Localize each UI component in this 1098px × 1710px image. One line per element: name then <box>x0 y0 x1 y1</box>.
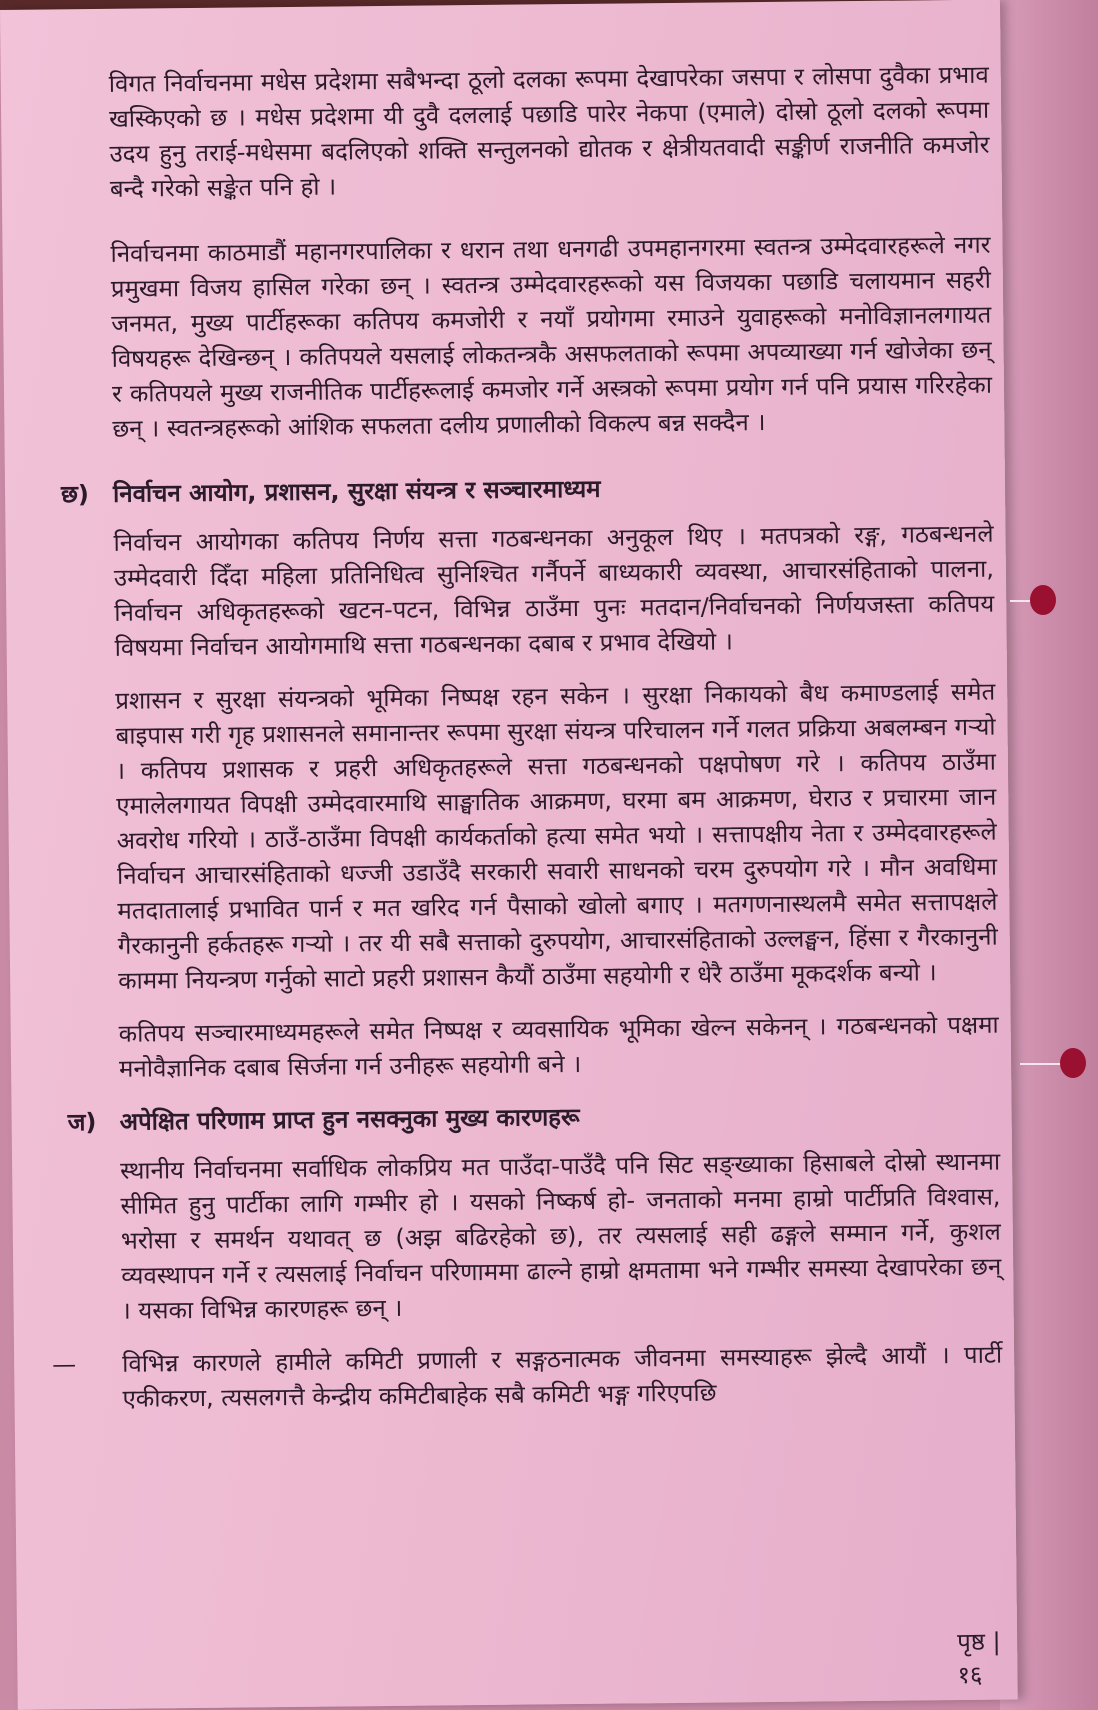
section-title-cha: निर्वाचन आयोग, प्रशासन, सुरक्षा संयन्त्र र सञ्चारमाध्यम <box>112 474 601 508</box>
page-number: पृष्ठ | १६ <box>956 1627 1001 1690</box>
section-heading-cha <box>60 468 993 512</box>
bookmark-tag-bottom <box>1060 1048 1086 1078</box>
page-content <box>52 58 1003 1417</box>
section-label-ja: ज) <box>67 1108 97 1137</box>
section-title-ja: अपेक्षित परिणाम प्राप्त हुन नसक्नुका मुख्य कारणहरू <box>119 1102 580 1136</box>
paragraph-media: कतिपय सञ्चारमाध्यमहरूले समेत निष्पक्ष र व्यवसायिक भूमिका खेल्न सकेनन् । गठबन्धनको पक्षमा मनोवैज्ञानिक दबाब सिर्जना गर्न उनीहरू सहयोगी बने । <box>118 1010 999 1083</box>
dash-list-item <box>52 1338 1003 1417</box>
dash-item-text: विभिन्न कारणले हामीले कमिटी प्रणाली र सङ्गठनात्मक जीवनमा समस्याहरू झेल्दै आयौं । पार्टी एकीकरण, त्यसलगत्तै केन्द्रीय कमिटीबाहेक सबै कमिटी भङ्ग गरिएपछि <box>122 1340 1003 1413</box>
paragraph-election-commission: निर्वाचन आयोगका कतिपय निर्णय सत्ता गठबन्धनका अनुकूल थिए । मतपत्रको रङ्ग, गठबन्धनले उम्मेदवारी दिँदा महिला प्रतिनिधित्व सुनिश्चित गर्नैपर्ने बाध्यकारी व्यवस्था, आचारसंहिताको पालना, निर्वाचन अधिकृतहरूको खटन-पटन, विभिन्न ठाउँमा पुनः मतदान/निर्वाचनको निर्णयजस्ता कतिपय विषयमा निर्वाचन आयोगमाथि सत्ता गठबन्धनका दबाब र प्रभाव देखियो । <box>113 519 995 662</box>
paragraph-administration-security: प्रशासन र सुरक्षा संयन्त्रको भूमिका निष्पक्ष रहन सकेन । सुरक्षा निकायको बैध कमाण्डलाई समेत बाइपास गरी गृह प्रशासनले समानान्तर रूपमा सुरक्षा संयन्त्र परिचालन गर्ने गलत प्रक्रिया अबलम्बन गऱ्यो । कतिपय प्रशासक र प्रहरी अधिकृतहरूले सत्ता गठबन्धनको पक्षपोषण गरे । कतिपय ठाउँमा एमालेलगायत विपक्षी उम्मेदवारमाथि साङ्घातिक आक्रमण, घरमा बम आक्रमण, घेराउ र प्रचारमा जान अवरोध गरियो । ठाउँ-ठाउँमा विपक्षी कार्यकर्ताको हत्या समेत भयो । सत्तापक्षीय नेता र उम्मेदवारहरूले निर्वाचन आचारसंहिताको धज्जी उडाउँदै सरकारी सवारी साधनको चरम दुरुपयोग गरे । मौन अवधिमा मतदातालाई प्रभावित पार्न र मत खरिद गर्न पैसाको खोलो बगाए । मतगणनास्थलमै समेत सत्तापक्षले गैरकानुनी हर्कतहरू गऱ्यो । तर यी सबै सत्ताको दुरुपयोग, आचारसंहिताको उल्लङ्घन, हिंसा र गैरकानुनी काममा नियन्त्रण गर्नुको साटो प्रहरी प्रशासन कैयौं ठाउँमा सहयोगी र धेरै ठाउँमा मूकदर्शक बन्यो । <box>115 677 998 995</box>
dash-bullet: — <box>52 1350 77 1379</box>
bookmark-tag-top <box>1030 585 1056 615</box>
section-heading-ja <box>67 1096 999 1140</box>
paragraph-expected-results: स्थानीय निर्वाचनमा सर्वाधिक लोकप्रिय मत पाउँदा-पाउँदै पनि सिट सङ्ख्याका हिसाबले दोस्रो स्थानमा सीमित हुनु पार्टीका लागि गम्भीर हो । यसको निष्कर्ष हो- जनताको मनमा हाम्रो पार्टीप्रति विश्वास, भरोसा र समर्थन यथावत् छ (अझ बढिरहेको छ), तर त्यसलाई सही ढङ्गले सम्मान गर्ने, कुशल व्यवस्थापन गर्ने र त्यसलाई निर्वाचन परिणाममा ढाल्ने हाम्रो क्षमतामा भने गम्भीर समस्या देखापरेका छन् । यसका विभिन्न कारणहरू छन् । <box>120 1147 1002 1325</box>
section-label-cha: छ) <box>60 480 90 509</box>
paragraph-madhes: विगत निर्वाचनमा मधेस प्रदेशमा सबैभन्दा ठूलो दलका रूपमा देखापरेका जसपा र लोसपा दुवैका प्रभाव खस्किएको छ । मधेस प्रदेशमा यी दुवै दललाई पछाडि पारेर नेकपा (एमाले) दोस्रो ठूलो दलको रूपमा उदय हुनु तराई-मधेसमा बदलिएको शक्ति सन्तुलनको द्योतक र क्षेत्रीयतवादी सङ्कीर्ण राजनीति कमजोर बन्दै गरेको सङ्केत पनि हो । <box>108 60 990 203</box>
paragraph-independents: निर्वाचनमा काठमाडौं महानगरपालिका र धरान तथा धनगढी उपमहानगरमा स्वतन्त्र उम्मेदवारहरूले नगर प्रमुखमा विजय हासिल गरेका छन् । स्वतन्त्र उम्मेदवारहरूको यस विजयका पछाडि चलायमान सहरी जनमत, मुख्य पार्टीहरूका कतिपय कमजोरी र नयाँ प्रयोगमा रमाउने युवाहरूको मनोविज्ञानलगायत विषयहरू देखिन्छन् । कतिपयले यसलाई लोकतन्त्रकै असफलताको रूपमा अपव्याख्या गर्न खोजेका छन् र कतिपयले मुख्य राजनीतिक पार्टीहरूलाई कमजोर गर्ने अस्त्रको रूपमा प्रयोग गर्न पनि प्रयास गरिरहेका छन् । स्वतन्त्रहरूको आंशिक सफलता दलीय प्रणालीको विकल्प बन्न सक्दैन । <box>110 230 993 443</box>
